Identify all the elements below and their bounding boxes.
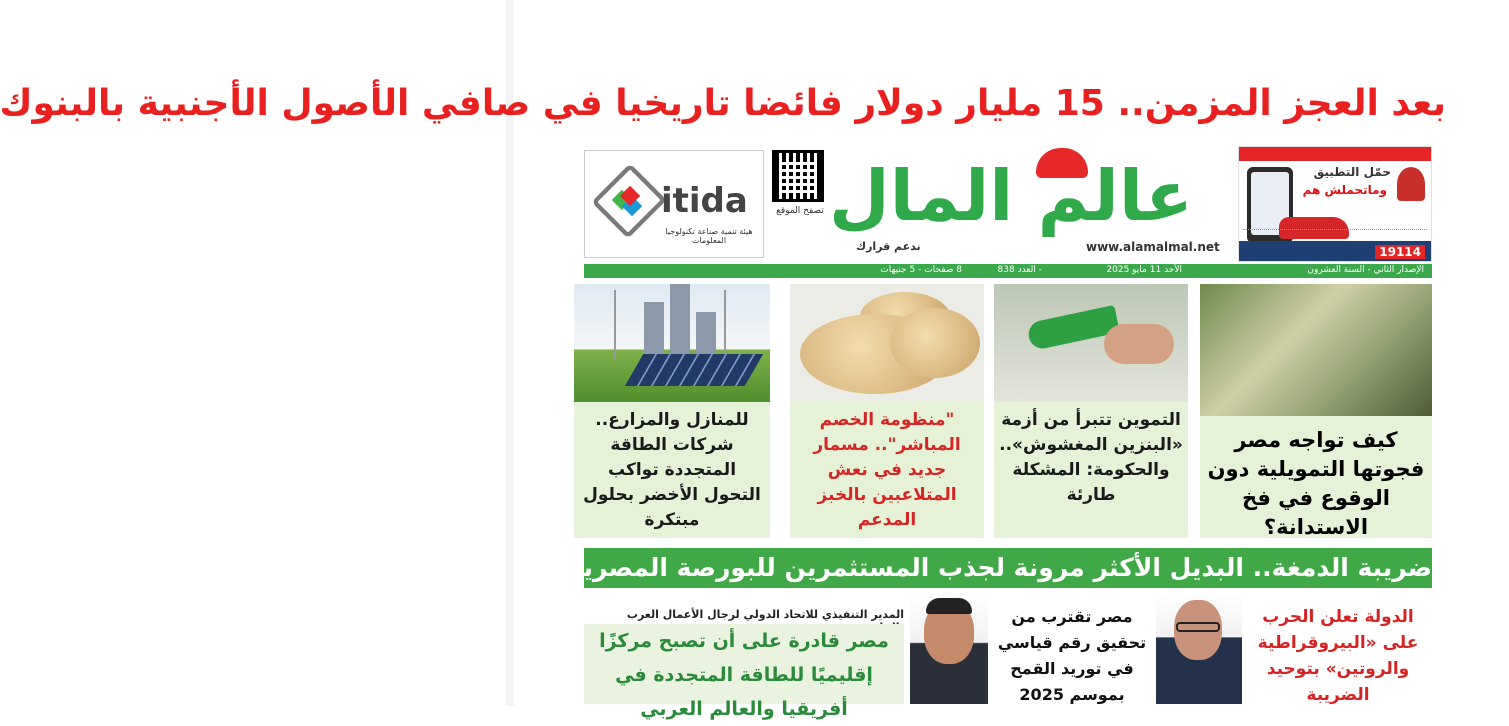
story-headline: "منظومة الخصم المباشر".. مسمار جديد في نعش المتلاعبين بالخبز المدعم [813,410,961,530]
issue-number: - العدد 838 [997,265,1042,275]
stamp-tax-banner[interactable]: ضريبة الدمغة.. البديل الأكثر مرونة لجذب المستثمرين للبورصة المصرية [584,548,1432,588]
story-headline: التموين تتبرأ من أزمة «البنزين المغشوش».. والحكومة: المشكلة طارئة [999,410,1183,505]
glasses-icon [1176,622,1220,632]
story-headline: للمنازل والمزارع.. شركات الطاقة المتجددة تواكب التحول الأخضر بحلول مبتكرة [583,410,761,530]
insurance-ad[interactable] [1238,146,1432,262]
itida-ad[interactable] [584,150,764,258]
ad-subtitle: وماتحملش هم [1302,183,1387,197]
ad-hotline: 19114 [1375,245,1425,259]
ad-title: حمّل التطبيق [1313,165,1391,179]
renewable-energy-image [574,284,770,402]
story-bread[interactable] [790,284,984,538]
hand-icon [1104,324,1174,364]
ad-fine-print [1243,229,1427,239]
issue-info-bar [584,264,1432,278]
main-headline[interactable]: بعد العجز المزمن.. 15 مليار دولار فائضا تاريخيا في صافي الأصول الأجنبية بالبنوك [0,83,1446,124]
itida-subtitle: هيئة تنمية صناعة تكنولوجيا المعلومات [665,227,753,245]
story-renewable-energy[interactable] [574,284,770,538]
masthead[interactable] [816,148,1220,258]
story-kicker: المدير التنفيذي للاتحاد الدولي لرجال الأعمال العرب [626,608,904,621]
story-wheat[interactable]: مصر تقترب من تحقيق رقم قياسي في توريد القمح بموسم 2025 [997,607,1147,704]
website-url[interactable]: www.alamalmal.net [1086,240,1220,254]
wind-turbine-icon [724,290,726,360]
issue-date: الأحد 11 مايو 2025 [1106,265,1182,275]
solar-panel-icon [625,354,763,386]
businessman-portrait [910,592,988,704]
fuel-nozzle-image [994,284,1188,402]
itida-logo-icon [591,163,666,238]
story-headline: كيف تواجه مصر فجوتها التمويلية دون الوقوع في فخ الاستدانة؟ [1207,428,1425,539]
story-financing-gap[interactable] [1200,284,1432,538]
official-portrait [1156,592,1242,704]
dollar-bills-image [1200,284,1432,416]
story-gasoline[interactable] [994,284,1188,538]
logo-slogan: ندعم قرارك [856,240,921,253]
edition-label: الإصدار الثاني - السنة العشرون [1307,265,1424,275]
newspaper-logo: عالم المال [829,155,1193,237]
story-renewable-hub[interactable]: مصر قادرة على أن تصبح مركزًا إقليميًا للطاقة المتجددة في أفريقيا والعالم العربي [584,624,904,704]
hair-icon [926,598,972,614]
insurance-logo-icon [1397,167,1425,201]
qr-caption: تصفح الموقع [776,206,824,216]
building-icon [670,284,690,362]
itida-name: itida [661,181,748,221]
pages-price: 8 صفحات - 5 جنيهات [880,265,962,275]
building-icon [644,302,664,362]
bread-loaf-icon [890,308,980,378]
ad-top-strip [1239,147,1431,161]
story-bureaucracy[interactable]: الدولة تعلن الحرب على «البيروقراطية والروتين» بتوحيد الضريبة [1257,607,1419,705]
qr-code-icon[interactable] [772,150,824,202]
wind-turbine-icon [614,290,616,360]
bread-image [790,284,984,402]
